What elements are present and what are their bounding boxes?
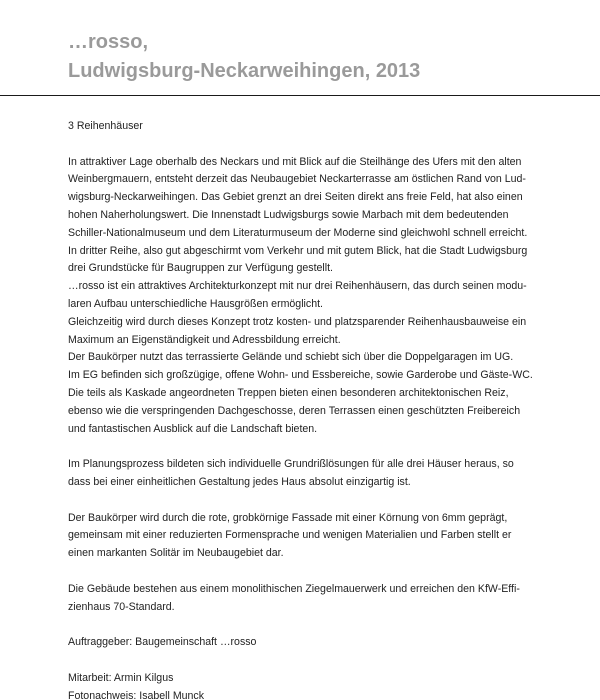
text-line: gemeinsam mit einer reduzierten Formensprache und wenigen Materialien und Farben stellt er xyxy=(68,529,512,542)
text-line: Weinbergmauern, entsteht derzeit das Neubaugebiet Neckarterrasse am östlichen Rand von Lud- xyxy=(68,173,526,186)
spacer xyxy=(68,652,598,670)
text-line: hohen Naherholungswert. Die Innenstadt Ludwigsburgs sowie Marbach mit dem bedeutenden xyxy=(68,208,509,221)
text-line: Der Baukörper nutzt das terrassierte Gelände und schiebt sich über die Doppelgaragen im UG. xyxy=(68,351,514,364)
text-line: und fantastischen Ausblick auf die Landschaft bieten. xyxy=(68,422,318,435)
paragraph-facade xyxy=(68,510,598,563)
text-line: Schiller-Nationalmuseum und dem Literaturmuseum der Moderne sind gleichwohl schnell erreicht. xyxy=(68,226,528,239)
text-line: In attraktiver Lage oberhalb des Neckars und mit Blick auf die Steilhänge des Ufers mit den alten xyxy=(68,155,522,168)
photo-credit: Fotonachweis: Isabell Munck xyxy=(68,689,205,700)
text-line: Im Planungsprozess bildeten sich individuelle Grundrißlösungen für alle drei Häuser heraus, so xyxy=(68,458,514,471)
text-line: zienhaus 70-Standard. xyxy=(68,600,175,613)
client-credit: Auftraggeber: Baugemeinschaft …rosso xyxy=(68,636,257,649)
text-line: einen markanten Solitär im Neubaugebiet dar. xyxy=(68,547,284,560)
text-line: drei Grundstücke für Baugruppen zur Verfügung gestellt. xyxy=(68,262,334,275)
text-line: ebenso wie die verspringenden Dachgeschosse, deren Terrassen einen geschützten Freibereich xyxy=(68,404,521,417)
paragraph-location-concept xyxy=(68,154,598,439)
text-line: wigsburg-Neckarweihingen. Das Gebiet grenzt an drei Seiten direkt ans freie Feld, hat also einen xyxy=(68,191,523,204)
text-line: Maximum an Eigenständigkeit und Adressbildung erreicht. xyxy=(68,333,341,346)
project-subtitle: 3 Reihenhäuser xyxy=(68,120,143,132)
text-line: In dritter Reihe, also gut abgeschirmt vom Verkehr und mit gutem Blick, hat die Stadt Ludwigsburg xyxy=(68,244,528,257)
text-line: laren Aufbau unterschiedliche Hausgrößen ermöglicht. xyxy=(68,297,323,310)
text-line: Gleichzeitig wird durch dieses Konzept trotz kosten- und platzsparender Reihenhausbauweise ein xyxy=(68,315,527,328)
text-line: Die teils als Kaskade angeordneten Treppen bieten einen besonderen architektonischen Reiz, xyxy=(68,386,509,399)
paragraph-energy-standard xyxy=(68,581,598,617)
staff-credit: Mitarbeit: Armin Kilgus xyxy=(68,671,174,684)
text-line: Im EG befinden sich großzügige, offene Wohn- und Essbereiche, sowie Garderobe und Gäste-WC. xyxy=(68,369,533,382)
project-location-year: Ludwigsburg-Neckarweihingen, 2013 xyxy=(68,60,421,82)
paragraph-floor-plans xyxy=(68,456,598,492)
spacer xyxy=(68,136,598,154)
spacer xyxy=(68,563,598,581)
text-line: Die Gebäude bestehen aus einem monolithischen Ziegelmauerwerk und erreichen den KfW-Effi- xyxy=(68,582,520,595)
header-divider xyxy=(0,95,600,96)
spacer xyxy=(68,616,598,634)
spacer xyxy=(68,492,598,510)
project-description xyxy=(68,118,598,700)
project-title: …rosso, xyxy=(68,31,149,53)
text-line: dass bei einer einheitlichen Gestaltung jedes Haus absolut einzigartig ist. xyxy=(68,475,411,488)
spacer xyxy=(68,438,598,456)
text-line: Der Baukörper wird durch die rote, grobkörnige Fassade mit einer Körnung von 6mm geprägt, xyxy=(68,511,508,524)
text-line: …rosso ist ein attraktives Architekturkonzept mit nur drei Reihenhäusern, das durch seinen modu- xyxy=(68,280,527,293)
page-header xyxy=(68,28,420,86)
